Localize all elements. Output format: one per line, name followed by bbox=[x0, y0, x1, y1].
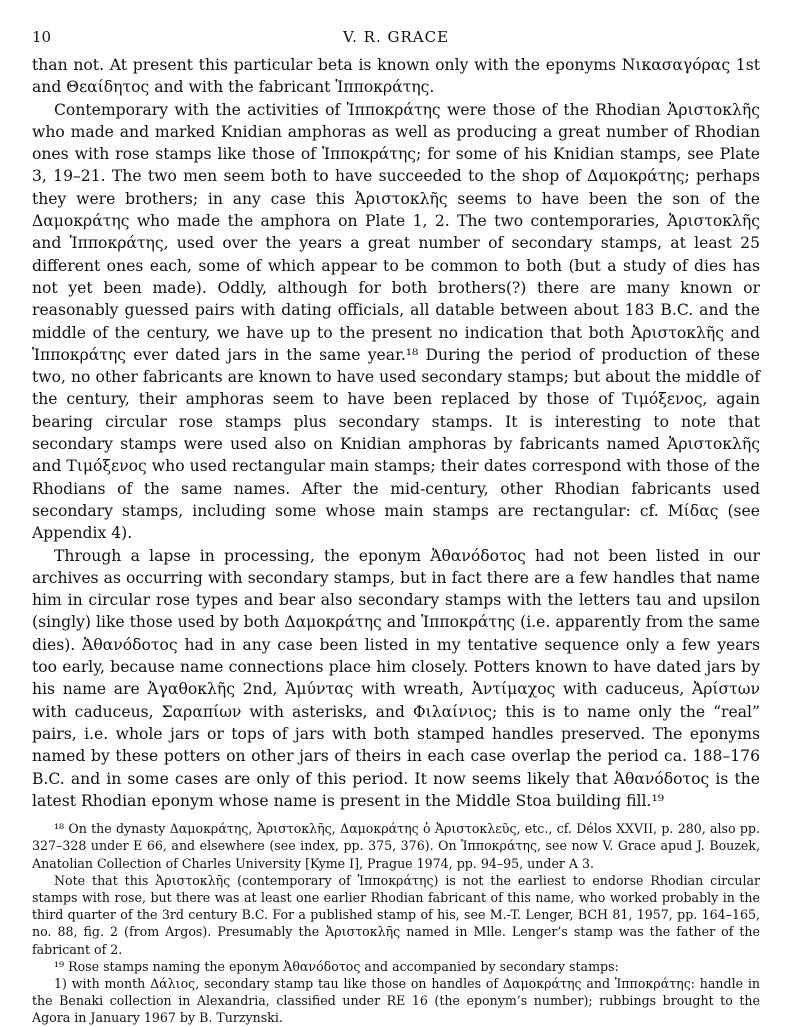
body-paragraph: Through a lapse in processing, the eponym Ἀθανόδοτος had not been listed in our archives as occurring with secondary stamps, but in fact there are a few handles that name him in circular rose types and bear also secondary stamps with the letters tau and upsilon (singly) like those used by both Δαμοκράτης and Ἱπποκράτης (i.e. apparently from the same dies). Ἀθανόδοτος had in any case been listed in my tentative sequence only a few years too early, because name connections place him closely. Potters known to have dated jars by his name are Ἀγαθοκλῆς 2nd, Ἀμύντας with wreath, Ἀντίμαχος with caduceus, Ἀρίστων with caduceus, Σαραπίων with asterisks, and Φιλαίνιος; this is to name only the “real” pairs, i.e. whole jars or tops of jars with both stamped handles preserved. The eponyms named by these potters on other jars of theirs in each case overlap the period ca. 188–176 B.C. and in some cases are only of this period. It now seems likely that Ἀθανόδοτος is the latest Rhodian eponym whose name is present in the Middle Stoa building fill.¹⁹ bbox=[32, 546, 760, 810]
body-text bbox=[32, 54, 760, 812]
page bbox=[32, 28, 760, 1027]
running-head bbox=[32, 28, 760, 54]
body-paragraph: Contemporary with the activities of Ἱπποκράτης were those of the Rhodian Ἀριστοκλῆς who made and marked Knidian amphoras as well as producing a great number of Rhodian ones with rose stamps like those of Ἱπποκράτης; for some of his Knidian stamps, see Plate 3, 19–21. The two men seem both to have succeeded to the shop of Δαμοκράτης; perhaps they were brothers; in any case this Ἀριστοκλῆς seems to have been the son of the Δαμοκράτης who made the amphora on Plate 1, 2. The two contemporaries, Ἀριστοκλῆς and Ἱπποκράτης, used over the years a great number of secondary stamps, at least 25 different ones each, some of which appear to be common to both (but a study of dies has not yet been made). Oddly, although for both brothers(?) there are many known or reasonably guessed pairs with dating officials, all datable between about 183 B.C. and the middle of the century, we have up to the present no indication that both Ἀριστοκλῆς and Ἱπποκράτης ever dated jars in the same year.¹⁸ During the period of production of these two, no other fabricants are known to have used secondary stamps; but about the middle of the century, their amphoras seem to have been replaced by those of Τιμόξενος, again bearing circular rose stamps plus secondary stamps. It is interesting to note that secondary stamps were used also on Knidian amphoras by fabricants named Ἀριστοκλῆς and Τιμόξενος who used rectangular main stamps; their dates correspond with those of the Rhodians of the same names. After the mid-century, other Rhodian fabricants used secondary stamps, including some whose main stamps are rectangular: cf. Μίδας (see Appendix 4). bbox=[32, 100, 760, 543]
body-paragraph: than not. At present this particular beta is known only with the eponyms Νικασαγόρας 1st and Θεαίδητος and with the fabricant Ἱπποκράτης. bbox=[32, 56, 760, 97]
footnote-18: ¹⁸ On the dynasty Δαμοκράτης, Ἀριστοκλῆς, Δαμοκράτης ὁ Ἀριστοκλεῦς, etc., cf. Délos XXVII, p. 280, also pp. 327–328 under E 66, and elsewhere (see index, pp. 375, 376). On Ἱπποκράτης, see now V. Grace apud J. Bouzek, Anatolian Collection of Charles University [Kyme I], Prague 1974, pp. 94–95, under A 3. bbox=[32, 821, 760, 871]
running-title: V. R. GRACE bbox=[342, 28, 450, 46]
footnote-18-continuation: Note that this Ἀριστοκλῆς (contemporary of Ἱπποκράτης) is not the earliest to endorse Rhodian circular stamps with rose, but there was at least one earlier Rhodian fabricant of this name, who worked probably in the third quarter of the 3rd century B.C. For a published stamp of his, see M.-T. Lenger, BCH 81, 1957, pp. 164–165, no. 88, fig. 2 (from Argos). Presumably the Ἀριστοκλῆς named in Mlle. Lenger’s stamp was the father of the fabricant of 2. bbox=[32, 872, 760, 957]
footnotes bbox=[32, 820, 760, 1026]
page-number: 10 bbox=[32, 28, 52, 46]
footnote-19-item-1: 1) with month Δάλιος, secondary stamp tau like those on handles of Δαμοκράτης and Ἱπποκράτης: handle in the Benaki collection in Alexandria, classified under RE 16 (the eponym’s number); rubbings brought to the Agora in January 1967 by B. Turzynski. bbox=[32, 975, 760, 1026]
footnote-19: ¹⁹ Rose stamps naming the eponym Ἀθανόδοτος and accompanied by secondary stamps: bbox=[54, 958, 619, 974]
